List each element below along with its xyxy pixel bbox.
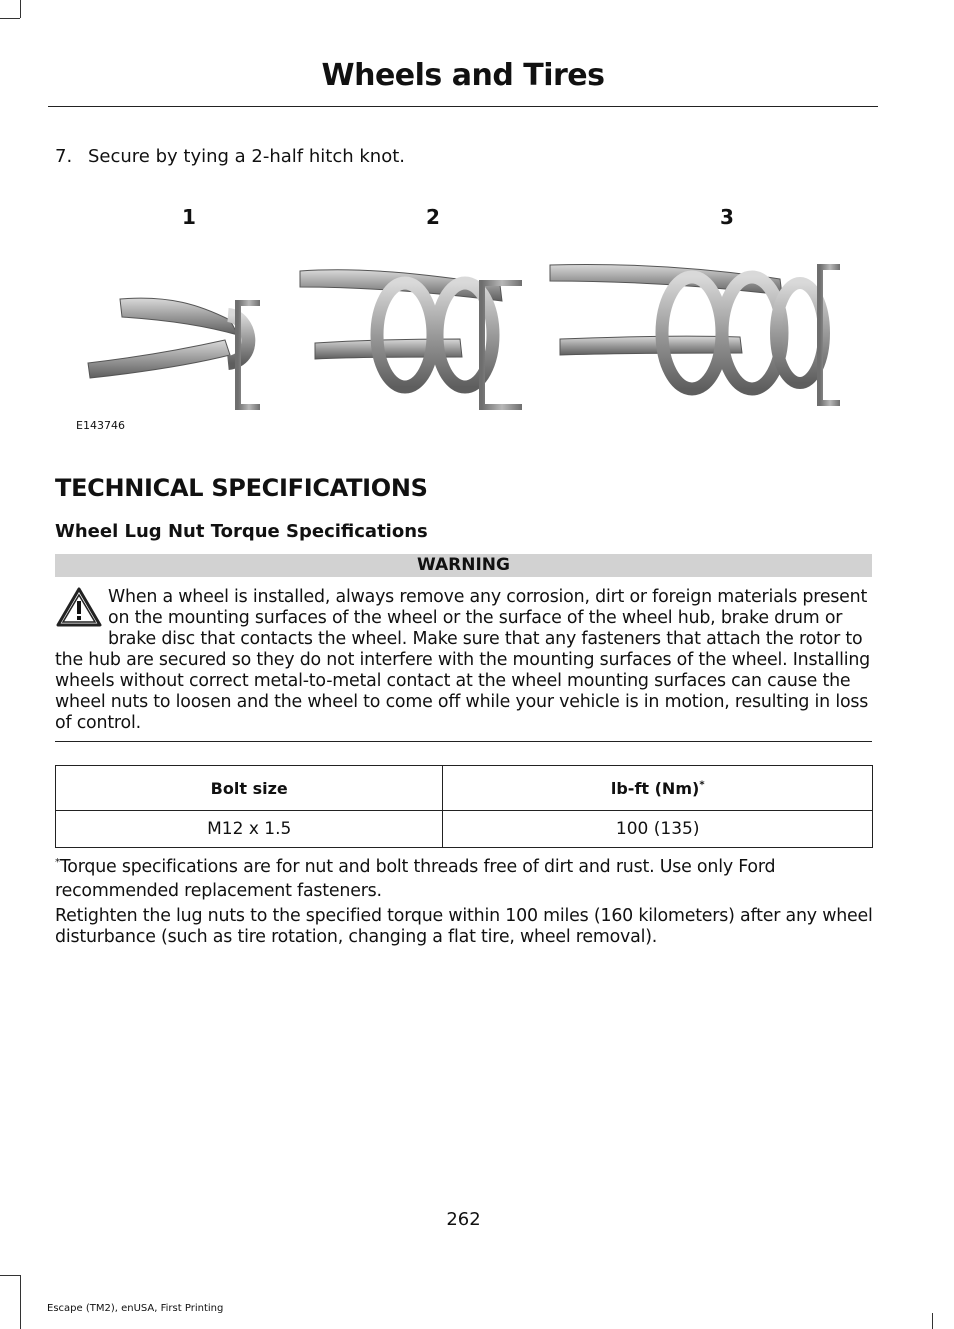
header-divider — [48, 106, 878, 107]
figure-label-2: 2 — [426, 205, 440, 229]
crop-mark — [0, 18, 20, 19]
table-header-row — [56, 766, 873, 811]
page-number: 262 — [446, 1209, 481, 1230]
footnote-marker: * — [699, 779, 705, 791]
figure-id: E143746 — [76, 419, 125, 432]
warning-banner: WARNING — [55, 554, 872, 577]
cell-bolt-size: M12 x 1.5 — [56, 811, 443, 848]
warning-text: When a wheel is installed, always remove any corrosion, dirt or foreign materials present on the mounting surfaces of the wheel or the surface of the wheel hub, brake drum or brake disc that contacts the wheel. Make sure that any fasteners that attach the rotor to the hub are secured so they do not interfere with the mounting surfaces of the wheel. Installing wheels without correct metal-to-metal contact at the wheel mounting surfaces can cause the wheel nuts to loosen and the wheel to come off while your vehicle is in motion, resulting in loss of control. — [55, 587, 870, 733]
knot-step-3 — [550, 265, 840, 403]
body-paragraph: Retighten the lug nuts to the specified torque within 100 miles (160 kilometers) after any wheel disturbance (such as tire rotation, changing a flat tire, wheel removal). — [55, 906, 873, 947]
cell-torque: 100 (135) — [443, 811, 873, 848]
step-number: 7. — [55, 146, 73, 167]
step-text: Secure by tying a 2-half hitch knot. — [88, 146, 405, 167]
table-row — [56, 811, 873, 848]
icon-spacer — [55, 587, 108, 647]
crop-mark — [0, 1275, 20, 1276]
table-footnote — [55, 851, 885, 903]
warning-divider — [55, 741, 872, 742]
warning-text-block — [55, 587, 875, 734]
page-header-title: Wheels and Tires — [321, 58, 605, 93]
column-header-bolt-size — [56, 766, 443, 811]
footnote-text: Torque specifications are for nut and bolt threads free of dirt and rust. Use only Ford recommended replacement fasteners. — [55, 856, 776, 901]
torque-spec-table — [55, 765, 873, 848]
header-label: Bolt size — [210, 778, 288, 798]
knot-step-2 — [300, 270, 522, 407]
section-heading: TECHNICAL SPECIFICATIONS — [55, 474, 428, 502]
page-footer: Escape (TM2), enUSA, First Printing — [47, 1303, 224, 1314]
crop-mark — [20, 1275, 21, 1329]
figure-label-1: 1 — [182, 205, 196, 229]
crop-mark — [932, 1313, 933, 1329]
crop-mark — [20, 0, 21, 18]
footnote-marker: * — [55, 857, 60, 868]
subsection-heading: Wheel Lug Nut Torque Specifications — [55, 521, 428, 542]
figure-label-3: 3 — [720, 205, 734, 229]
header-label: lb-ft (Nm) — [610, 778, 700, 798]
step-item — [55, 146, 405, 167]
column-header-torque — [443, 766, 873, 811]
knot-step-1 — [88, 298, 260, 407]
hitch-knot-illustration — [60, 235, 860, 425]
